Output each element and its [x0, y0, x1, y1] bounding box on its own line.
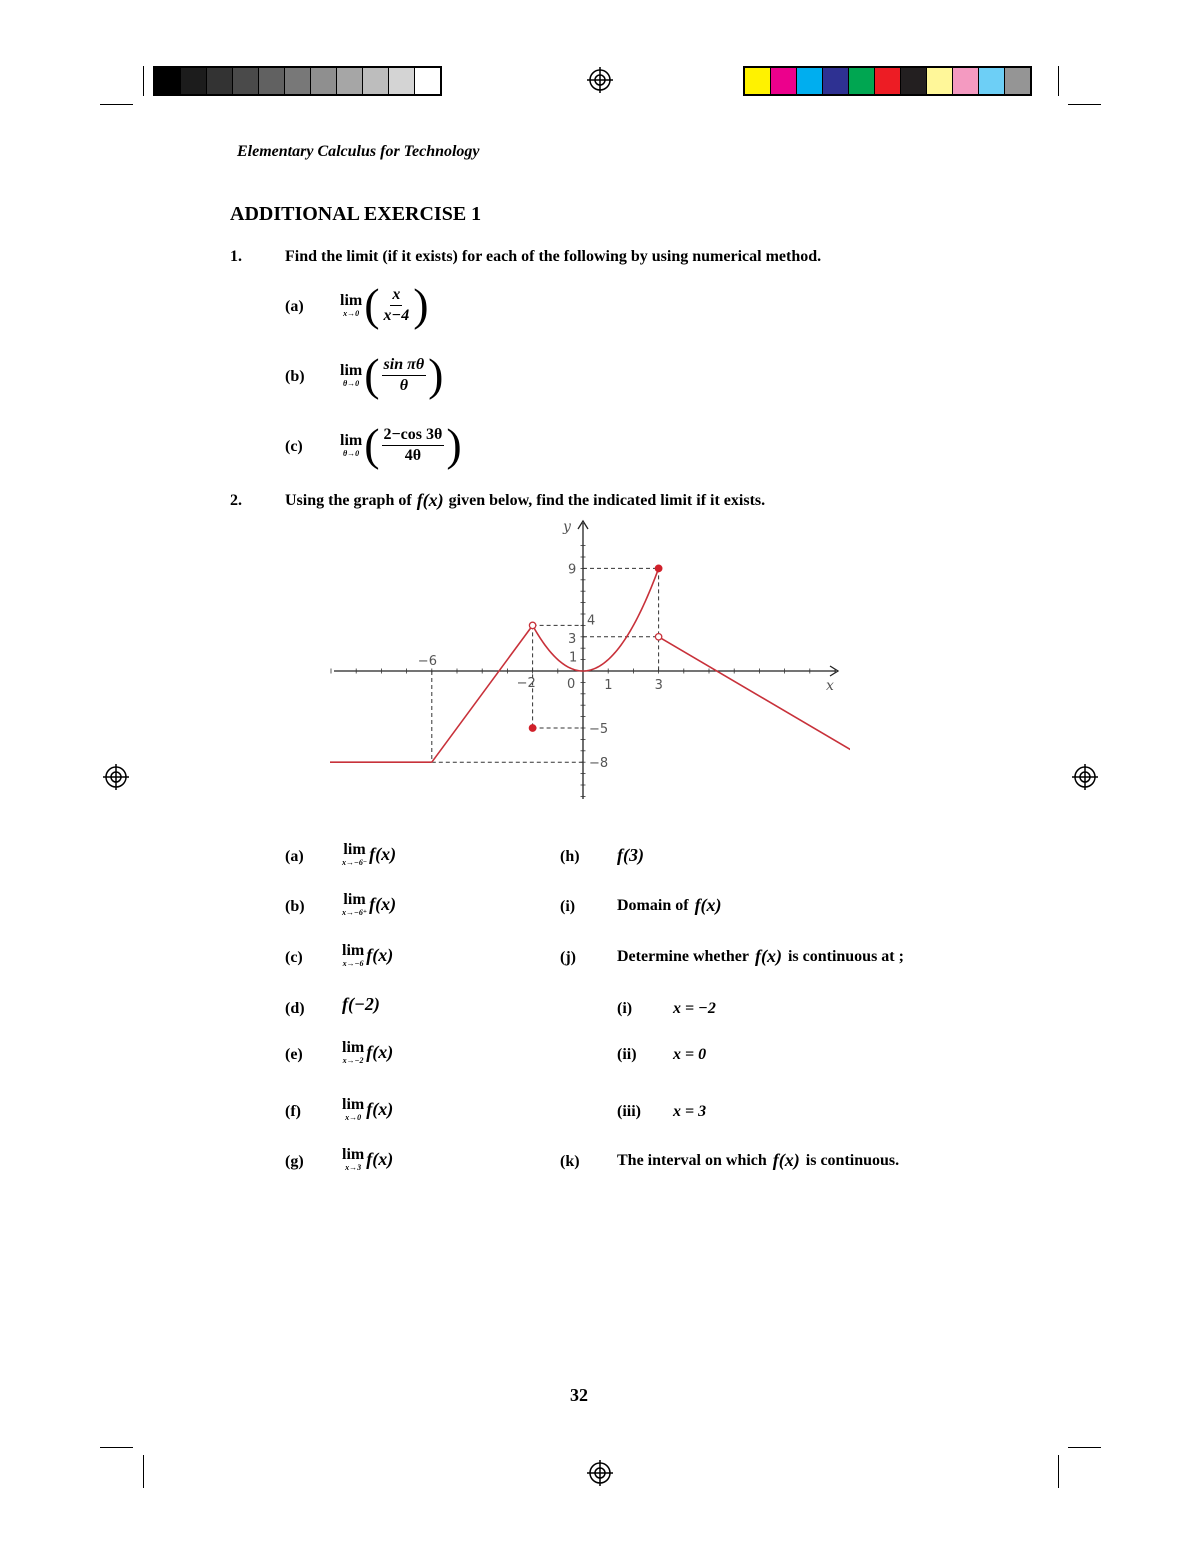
q2-item-k-text: The interval on which f(x) is continuous.: [617, 1150, 900, 1170]
lim-subscript: θ→0: [343, 448, 360, 458]
y-tick-label: 1: [569, 650, 578, 666]
crop-mark: [100, 1447, 133, 1448]
q2-item-k-label: (k): [560, 1153, 580, 1170]
lim-word: lim: [340, 361, 363, 379]
q2-function: f(x): [416, 490, 444, 510]
x-tick-label: 1: [604, 678, 613, 693]
registration-target-icon: [587, 1460, 613, 1486]
lim-subscript: θ→0: [343, 378, 360, 388]
crop-mark: [143, 66, 144, 96]
lim-subscript: x→3: [345, 1163, 362, 1172]
lim-subscript: x→−6: [342, 959, 364, 968]
lim-subscript: x→0: [345, 1113, 362, 1122]
q2-item-expression: [342, 994, 380, 1015]
q1-item-a-expression: lim x→0 ( $\frac{x}{x-4}$ ): [340, 279, 429, 330]
q2-item-expression: [342, 1097, 393, 1122]
fraction-denominator: x−4: [383, 306, 410, 324]
q2-item-h-expression: f(3): [617, 845, 644, 865]
closed-point: [655, 565, 662, 572]
q2-item-j-text: Determine whether f(x) is continuous at ;: [617, 946, 904, 966]
lim-subscript: x→−2: [342, 1056, 364, 1065]
calibration-swatch: [979, 68, 1005, 94]
open-point: [655, 634, 661, 640]
function-expression: f(x): [369, 894, 397, 914]
lim-word: lim: [343, 891, 366, 908]
q2-item-i-label: (i): [560, 898, 576, 915]
lim-word: lim: [342, 1146, 365, 1163]
q2-item-label: (b): [285, 898, 305, 915]
q2-item-label: (f): [285, 1103, 301, 1120]
x-tick-label: −2: [516, 676, 536, 691]
calibration-swatch: [181, 68, 207, 94]
function-expression: f(x): [366, 1042, 394, 1062]
fraction-numerator: x: [390, 285, 402, 306]
question-2-text: [285, 490, 765, 511]
function-curve: [432, 625, 533, 762]
q2-item-label: (g): [285, 1153, 304, 1170]
q2-item-label: (e): [285, 1046, 303, 1063]
calibration-swatch: [797, 68, 823, 94]
q2-item-j-sub-expression: x = 3: [673, 1103, 707, 1120]
q2-item-j-sub-label: (iii): [617, 1103, 641, 1120]
function-curve: [659, 637, 850, 805]
lim-word: lim: [340, 291, 363, 309]
calibration-swatch: [363, 68, 389, 94]
registration-target-icon: [1072, 764, 1098, 790]
q2-item-label: (d): [285, 1000, 305, 1017]
calibration-swatch: [927, 68, 953, 94]
crop-mark: [143, 1455, 144, 1488]
page-number: 32: [570, 1385, 588, 1405]
calibration-swatch: [901, 68, 927, 94]
calibration-swatch: [1005, 68, 1030, 94]
q2-item-expression: [342, 842, 396, 867]
calibration-swatch: [415, 68, 440, 94]
registration-target-icon: [103, 764, 129, 790]
q2-text-before: Using the graph of: [285, 491, 412, 509]
y-tick-label: 3: [568, 631, 577, 647]
y-tick-label: 4: [587, 613, 596, 629]
question-2-number: 2.: [230, 492, 242, 509]
q2-item-i-text: Domain of f(x): [617, 895, 722, 915]
q2-item-j-sub-label: (ii): [617, 1046, 637, 1063]
crop-mark: [100, 104, 133, 105]
x-axis-label: x: [826, 678, 834, 694]
function-expression: f(x): [366, 1099, 394, 1119]
q2-item-j-label: (j): [560, 949, 576, 966]
q1-item-label: (c): [285, 438, 303, 455]
grayscale-calibration-bar: [153, 66, 442, 96]
lim-subscript: x→−6⁺: [342, 908, 368, 917]
y-tick-label: 9: [568, 562, 577, 578]
calibration-swatch: [337, 68, 363, 94]
calibration-swatch: [953, 68, 979, 94]
q1-item-b-expression: lim θ→0 ( $\frac{\text{sin πθ}}{\theta}$ ): [340, 349, 444, 400]
q2-item-expression: [342, 892, 396, 917]
crop-mark: [1068, 1447, 1101, 1448]
x-tick-label: −6: [417, 654, 437, 669]
calibration-swatch: [285, 68, 311, 94]
lim-word: lim: [342, 1096, 365, 1113]
function-expression: f(−2): [342, 994, 380, 1014]
x-tick-label: 0: [567, 677, 576, 692]
question-1-text: Find the limit (if it exists) for each of the following by using numerical method.: [285, 248, 822, 265]
exercise-heading: ADDITIONAL EXERCISE 1: [230, 203, 482, 225]
crop-mark: [1058, 66, 1059, 96]
q1-item-c-expression: lim θ→0 ( $\frac{2-\cos 3\theta}{4\theta}$ ): [340, 419, 462, 470]
q1-item-label: (b): [285, 368, 305, 385]
calibration-swatch: [311, 68, 337, 94]
calibration-swatch: [771, 68, 797, 94]
q2-item-expression: [342, 1147, 393, 1172]
y-tick-label: −5: [589, 722, 609, 737]
q2-item-expression: [342, 1040, 393, 1065]
q2-item-label: (a): [285, 848, 304, 865]
registration-target-icon: [587, 67, 613, 93]
calibration-swatch: [745, 68, 771, 94]
calibration-swatch: [259, 68, 285, 94]
q1-item-label: (a): [285, 298, 304, 315]
crop-mark: [1058, 1455, 1059, 1488]
lim-word: lim: [342, 942, 365, 959]
y-axis-label: y: [563, 519, 571, 535]
function-expression: f(x): [369, 844, 397, 864]
fraction-numerator: sin πθ: [382, 355, 427, 376]
q2-item-h-label: (h): [560, 848, 580, 865]
calibration-swatch: [207, 68, 233, 94]
fraction-numerator: 2−cos 3θ: [382, 425, 445, 446]
q2-item-label: (c): [285, 949, 303, 966]
lim-word: lim: [343, 841, 366, 858]
q2-item-j-sub-expression: x = −2: [673, 1000, 716, 1017]
calibration-swatch: [155, 68, 181, 94]
q2-text-after: given below, find the indicated limit if it exists.: [448, 491, 766, 509]
color-calibration-bar: [743, 66, 1032, 96]
calibration-swatch: [875, 68, 901, 94]
calibration-swatch: [823, 68, 849, 94]
fraction-denominator: 4θ: [404, 446, 422, 464]
y-tick-label: −8: [589, 756, 609, 772]
lim-word: lim: [342, 1039, 365, 1056]
function-expression: f(x): [366, 1149, 394, 1169]
function-expression: f(x): [366, 945, 394, 965]
crop-mark: [1068, 104, 1101, 105]
calibration-swatch: [233, 68, 259, 94]
fraction-denominator: θ: [399, 376, 408, 394]
function-graph: [330, 515, 850, 805]
lim-word: lim: [340, 431, 363, 449]
calibration-swatch: [849, 68, 875, 94]
closed-point: [529, 725, 536, 732]
calibration-swatch: [389, 68, 415, 94]
q2-item-j-sub-expression: x = 0: [673, 1046, 707, 1063]
x-tick-label: 3: [654, 678, 663, 693]
lim-subscript: x→0: [343, 308, 360, 318]
q2-item-expression: [342, 943, 393, 968]
running-header: Elementary Calculus for Technology: [237, 143, 480, 160]
lim-subscript: x→−6⁻: [342, 858, 368, 867]
q2-item-j-sub-label: (i): [617, 1000, 633, 1017]
open-point: [529, 622, 535, 628]
question-1-number: 1.: [230, 248, 242, 265]
